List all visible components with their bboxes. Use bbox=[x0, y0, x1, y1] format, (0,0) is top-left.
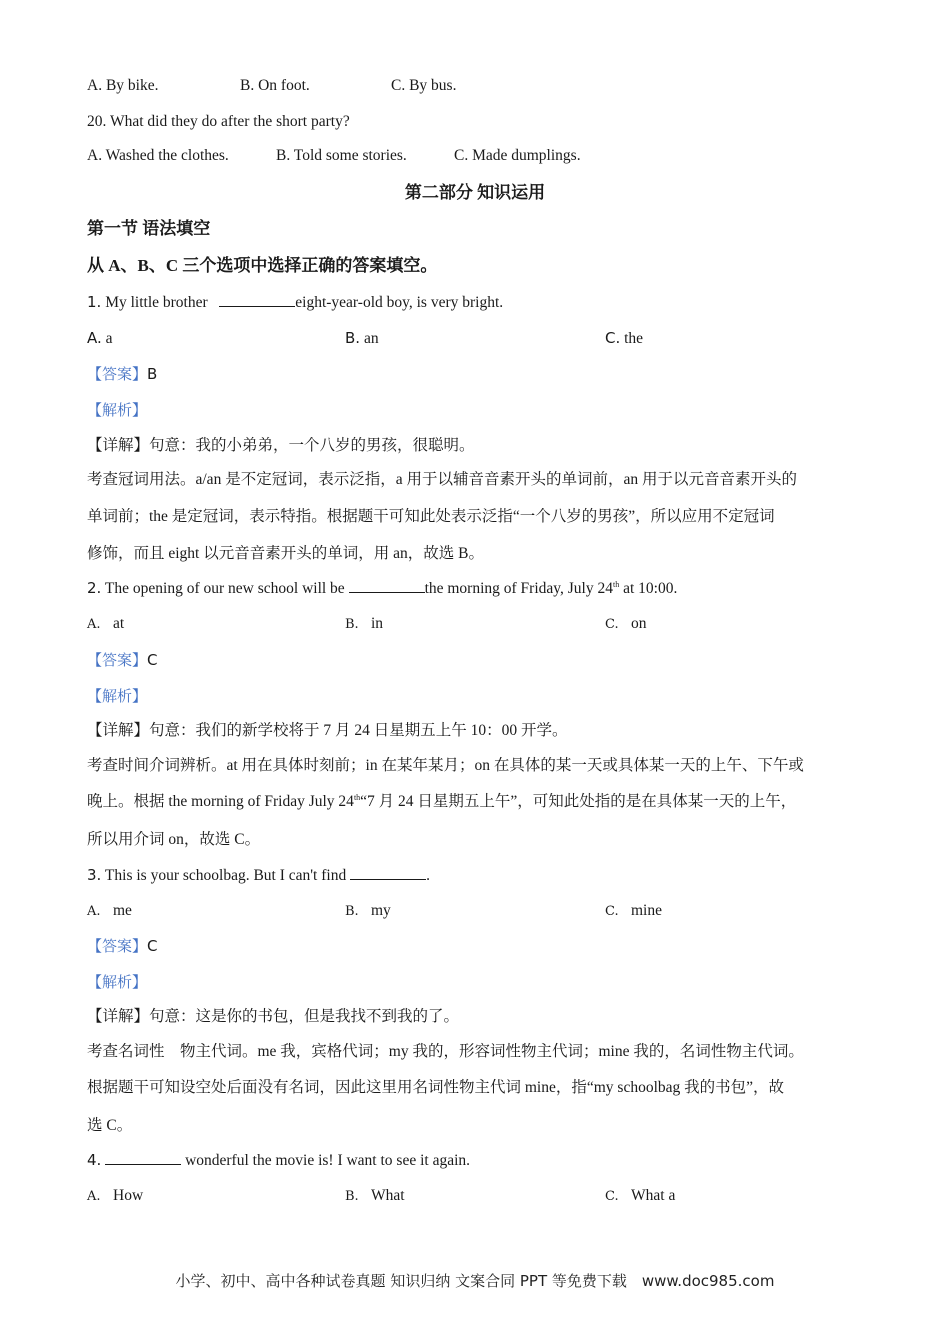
q3-explain-line-2: 根据题干可知设空处后面没有名词，因此这里用名词性物主代词 mine，指“my schoolbag 我的书包”，故 bbox=[87, 1079, 785, 1096]
q2-explain-line-1: 考查时间介词辨析。at 用在具体时刻前；in 在某年某月；on 在具体的某一天或具体某一天的上午、下午或 bbox=[87, 757, 804, 774]
q4-option-b: B. What bbox=[345, 1187, 405, 1204]
q1-option-b: B. an bbox=[345, 329, 379, 347]
q19-option-b: B. On foot. bbox=[240, 77, 310, 94]
question-number: 1. bbox=[87, 293, 102, 311]
q1-explain-line-2: 单词前；the 是定冠词，表示特指。根据题干可知此处表示泛指“一个八岁的男孩”，所以应用不定冠词 bbox=[87, 508, 775, 525]
q2-option-a: A. at bbox=[87, 615, 125, 632]
question-2: 2. The opening of our new school will be the morning of Friday, July 24th at 10:00. bbox=[87, 579, 678, 597]
q4-option-c: C. What a bbox=[605, 1187, 676, 1204]
q1-option-c: C. the bbox=[605, 329, 644, 347]
answer-blank bbox=[219, 292, 295, 307]
q20-question: 20. What did they do after the short party? bbox=[87, 113, 350, 130]
stem-part: My little brother bbox=[105, 294, 208, 311]
q3-explain-line-1: 考查名词性 物主代词。me 我，宾格代词；my 我的，形容词性物主代词；mine 我的，名词性物主代词。 bbox=[87, 1043, 804, 1060]
q19-option-a: A. By bike. bbox=[87, 77, 159, 94]
q3-explain-line-3: 选 C。 bbox=[87, 1117, 133, 1134]
question-1 bbox=[87, 292, 503, 313]
q3-analysis-tag: 【解析】 bbox=[87, 973, 148, 991]
q1-answer: 【答案】B bbox=[87, 365, 158, 383]
part-title: 第二部分 知识运用 bbox=[404, 183, 546, 202]
answer-blank bbox=[349, 578, 425, 593]
q3-option-c: C. mine bbox=[605, 902, 662, 919]
q20-option-b: B. Told some stories. bbox=[276, 147, 407, 164]
instruction: 从 A、B、C 三个选项中选择正确的答案填空。 bbox=[87, 256, 438, 275]
answer-blank bbox=[350, 865, 426, 880]
q2-answer: 【答案】C bbox=[87, 651, 158, 669]
q2-detail: 【详解】句意：我们的新学校将于 7 月 24 日星期五上午 10：00 开学。 bbox=[87, 722, 568, 739]
q3-answer: 【答案】C bbox=[87, 937, 158, 955]
q2-analysis-tag: 【解析】 bbox=[87, 687, 148, 705]
q19-option-c: C. By bus. bbox=[391, 77, 457, 94]
q1-option-a: A. a bbox=[87, 329, 113, 347]
answer-blank bbox=[105, 1150, 181, 1165]
q20-option-c: C. Made dumplings. bbox=[454, 147, 581, 164]
q1-analysis-tag: 【解析】 bbox=[87, 401, 148, 419]
q3-option-a: A. me bbox=[87, 902, 132, 919]
q2-option-b: B. in bbox=[345, 615, 384, 632]
stem-part: eight-year-old boy, is very bright. bbox=[295, 294, 504, 311]
q1-detail: 【详解】句意：我的小弟弟，一个八岁的男孩，很聪明。 bbox=[87, 437, 475, 454]
q2-explain-line-2: 晚上。根据 the morning of Friday July 24th“7 月 24 日星期五上午”，可知此处指的是在具体某一天的上午， bbox=[87, 792, 797, 810]
page-footer: 小学、初中、高中各种试卷真题 知识归纳 文案合同 PPT 等免费下载 www.doc985.com bbox=[175, 1272, 775, 1290]
q3-detail: 【详解】句意：这是你的书包，但是我找不到我的了。 bbox=[87, 1008, 460, 1025]
section-title: 第一节 语法填空 bbox=[87, 219, 211, 238]
question-4: 4. wonderful the movie is! I want to see it again. bbox=[87, 1151, 471, 1169]
q20-option-a: A. Washed the clothes. bbox=[87, 147, 229, 164]
q1-explain-line-3: 修饰，而且 eight 以元音音素开头的单词，用 an，故选 B。 bbox=[87, 545, 484, 562]
q2-option-c: C. on bbox=[605, 615, 647, 632]
q4-option-a: A. How bbox=[87, 1187, 144, 1204]
q2-explain-line-3: 所以用介词 on，故选 C。 bbox=[87, 831, 261, 848]
q3-option-b: B. my bbox=[345, 902, 391, 919]
question-3: 3. This is your schoolbag. But I can't find . bbox=[87, 866, 430, 884]
q1-explain-line-1: 考查冠词用法。a/an 是不定冠词，表示泛指，a 用于以辅音音素开头的单词前，an 用于以元音音素开头的 bbox=[87, 471, 797, 488]
